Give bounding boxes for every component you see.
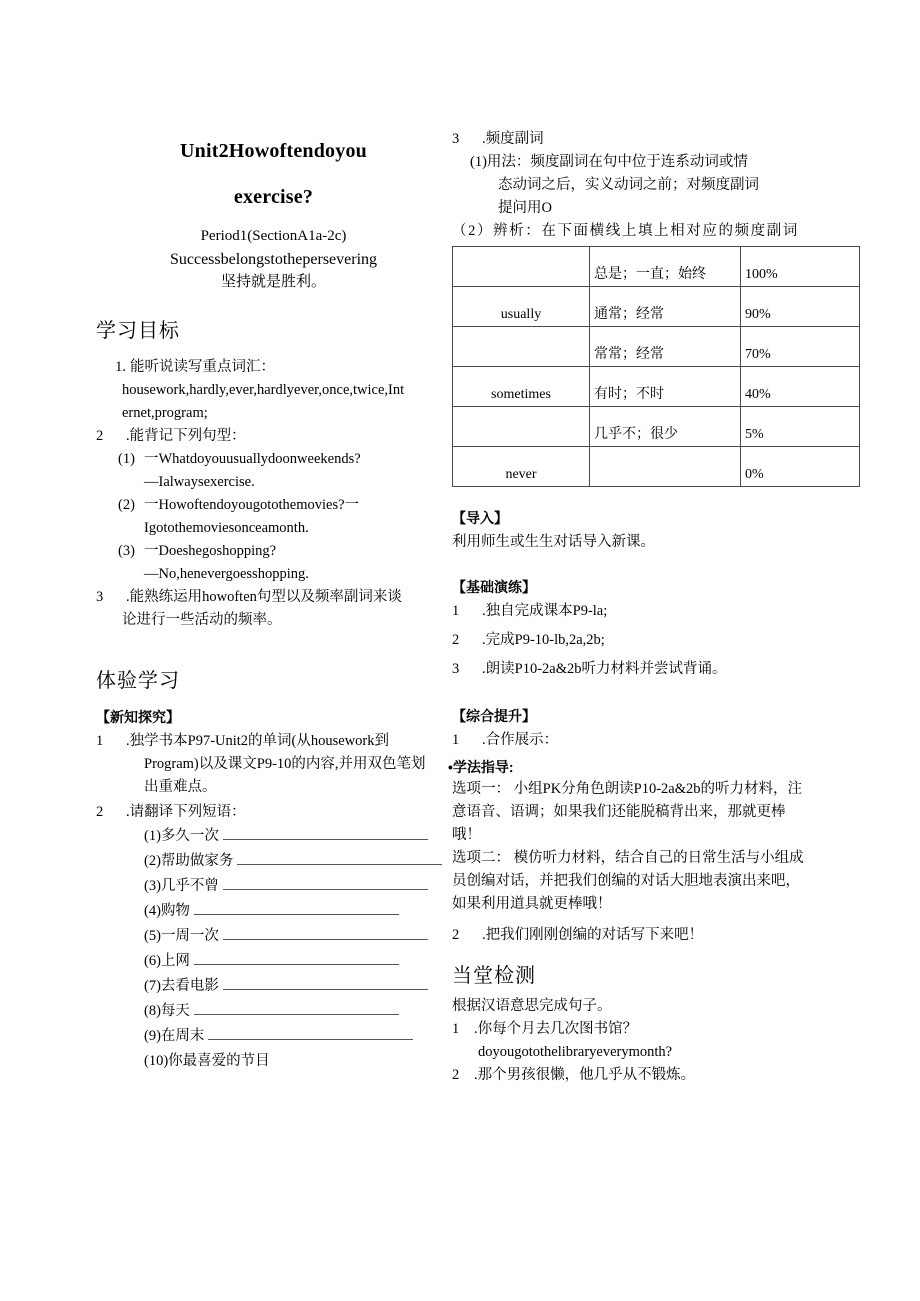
table-cell-percent-1: 100% — [741, 247, 860, 287]
test-2-text: .那个男孩很懒，他几乎从不锻炼。 — [474, 1067, 696, 1083]
objective-item-2 — [96, 425, 451, 448]
phrase-blank-9[interactable] — [208, 1027, 413, 1040]
table-cell-meaning-2: 通常；经常 — [590, 287, 741, 327]
table-cell-adverb-2[interactable]: usually — [453, 287, 590, 327]
lead-in-text: 利用师生或生生对话导入新课。 — [452, 534, 655, 550]
objective-item-3 — [96, 586, 451, 609]
option-1-line-2: 意语音、语调；如果我们还能脱稿背出来，那就更棒 — [452, 804, 786, 820]
phrase-label-2: (2)帮助做家务 — [144, 853, 234, 869]
phrase-blank-4[interactable] — [194, 902, 399, 915]
phrase-label-9: (9)在周末 — [144, 1028, 205, 1044]
frequency-adverb-table — [452, 246, 860, 487]
phrase-blank-2[interactable] — [237, 852, 442, 865]
phrase-label-3: (3)几乎不曾 — [144, 878, 219, 894]
table-row — [453, 367, 860, 407]
basic-item-3 — [452, 658, 844, 681]
table-cell-adverb-4[interactable]: sometimes — [453, 367, 590, 407]
objective-1-number: 1. — [115, 359, 126, 375]
phrase-blank-6[interactable] — [194, 952, 399, 965]
phrase-blank-3[interactable] — [223, 877, 428, 890]
objective-2-text: .能背记下列句型： — [126, 428, 246, 444]
phrase-label-5: (5)一周一次 — [144, 928, 219, 944]
explore-2-text: .请翻译下列短语： — [126, 804, 246, 820]
list-item — [96, 999, 451, 1024]
table-cell-meaning-5: 几乎不；很少 — [590, 407, 741, 447]
phrase-label-6: (6)上网 — [144, 953, 190, 969]
explore-1-line-3: 出重难点。 — [144, 779, 217, 795]
subsection-heading-improvement: 【综合提升】 — [452, 708, 536, 724]
explore-1-number: 1 — [96, 733, 104, 749]
list-item — [96, 874, 451, 899]
objective-3-line-1: .能熟练运用howoften句型以及频率副词来谈 — [126, 589, 402, 605]
subsection-heading-explore: 【新知探究】 — [96, 709, 180, 725]
list-item — [96, 1049, 451, 1074]
list-item — [96, 924, 451, 949]
phrase-label-8: (8)每天 — [144, 1003, 190, 1019]
phrase-blank-7[interactable] — [223, 977, 428, 990]
phrase-label-7: (7)去看电影 — [144, 978, 219, 994]
left-column — [96, 128, 451, 1074]
table-cell-adverb-6[interactable]: never — [453, 447, 590, 487]
document-title — [96, 128, 451, 220]
test-item-2 — [452, 1064, 844, 1087]
improvement-1-number: 1 — [452, 732, 460, 748]
adverb-section-title: .频度副词 — [482, 131, 544, 147]
table-cell-adverb-5[interactable] — [453, 407, 590, 447]
sentence-3-label: (3) — [118, 543, 135, 559]
table-cell-percent-2: 90% — [741, 287, 860, 327]
option-2-line-3: 如果利用道具就更棒哦！ — [452, 896, 612, 912]
phrase-blank-8[interactable] — [194, 1002, 399, 1015]
table-cell-percent-5: 5% — [741, 407, 860, 447]
list-item — [96, 949, 451, 974]
right-column — [448, 128, 844, 1087]
improvement-2-number: 2 — [452, 927, 460, 943]
sentence-pattern-2 — [96, 494, 451, 517]
adverb-usage-line-1: (1)用法：频度副词在句中位于连系动词或情 — [470, 154, 748, 170]
adverb-usage-line-3: 提问用O — [498, 200, 552, 216]
adverb-section-title-row — [452, 128, 844, 151]
test-1-text: .你每个月去几次图书馆？ — [474, 1021, 638, 1037]
table-row — [453, 327, 860, 367]
list-item — [96, 974, 451, 999]
adverb-analysis-instruction: （2）辨析：在下面横线上填上相对应的频度副词 — [452, 223, 799, 239]
basic-item-2 — [452, 629, 844, 652]
test-1-answer-line[interactable]: doyougotothelibraryeverymonth? — [478, 1044, 673, 1060]
objective-1-words-line-2: ernet,program; — [122, 405, 208, 421]
improvement-2-text: .把我们刚刚创编的对话写下来吧！ — [482, 927, 704, 943]
explore-1-line-1: .独学书本P97-Unit2的单词(从housework到 — [126, 733, 390, 749]
objective-2-number: 2 — [96, 428, 104, 444]
table-cell-meaning-1: 总是；一直；始终 — [590, 247, 741, 287]
table-cell-meaning-3: 常常；经常 — [590, 327, 741, 367]
phrase-blank-1[interactable] — [223, 827, 428, 840]
explore-2-number: 2 — [96, 804, 104, 820]
phrase-label-1: (1)多久一次 — [144, 828, 219, 844]
title-line-2: exercise? — [233, 186, 314, 208]
table-row — [453, 407, 860, 447]
objective-1-words-line-1: housework,hardly,ever,hardlyever,once,twice,Int — [122, 382, 405, 398]
phrase-blank-5[interactable] — [223, 927, 428, 940]
adverb-section-number: 3 — [452, 131, 460, 147]
subsection-heading-lead-in: 【导入】 — [452, 510, 508, 526]
objective-item-1 — [96, 356, 451, 379]
sentence-2-label: (2) — [118, 497, 135, 513]
table-cell-meaning-4: 有时；不时 — [590, 367, 741, 407]
explore-item-2 — [96, 801, 451, 824]
subsection-heading-method-guidance: •学法指导: — [448, 759, 514, 775]
sentence-1-line-2: —Ialwaysexercise. — [144, 474, 255, 490]
basic-2-text: .完成P9-10-lb,2a,2b; — [482, 632, 605, 648]
table-row — [453, 447, 860, 487]
test-1-number: 1 — [452, 1021, 460, 1037]
list-item — [96, 824, 451, 849]
option-1-line-3: 哦！ — [452, 827, 481, 843]
test-2-number: 2 — [452, 1067, 460, 1083]
objective-1-text: 能听说读写重点词汇： — [130, 359, 275, 375]
section-heading-class-test: 当堂检测 — [452, 965, 536, 987]
test-instruction: 根据汉语意思完成句子。 — [452, 998, 612, 1014]
table-row — [453, 247, 860, 287]
basic-1-text: .独自完成课本P9-la; — [482, 603, 608, 619]
improvement-1-text: .合作展示： — [482, 732, 559, 748]
sentence-3-line-2: —No,henevergoesshopping. — [144, 566, 309, 582]
option-1-line-1: 选项一： 小组PK分角色朗读P10-2a&2b的听力材料，注 — [452, 781, 803, 797]
motto-chinese: 坚持就是胜利。 — [220, 274, 326, 290]
table-cell-percent-3: 70% — [741, 327, 860, 367]
option-2-line-1: 选项二： 模仿听力材料，结合自己的日常生活与小组成 — [452, 850, 804, 866]
table-cell-percent-6: 0% — [741, 447, 860, 487]
option-2-line-2: 员创编对话，并把我们创编的对话大胆地表演出来吧， — [452, 873, 800, 889]
sentence-2-line-1: 一Howoftendoyougotothemovies?一 — [144, 497, 360, 513]
sentence-pattern-1 — [96, 448, 451, 471]
explore-item-1 — [96, 730, 451, 753]
section-heading-objectives: 学习目标 — [96, 320, 180, 342]
table-cell-adverb-3[interactable] — [453, 327, 590, 367]
period-label: Period1(SectionA1a-2c) — [200, 228, 347, 244]
table-cell-percent-4: 40% — [741, 367, 860, 407]
subsection-heading-basic-practice: 【基础演练】 — [452, 579, 536, 595]
title-line-1: Unit2Howoftendoyou — [180, 140, 367, 162]
basic-3-number: 3 — [452, 661, 460, 677]
adverb-usage-line-2: 态动词之后，实义动词之前；对频度副词 — [498, 177, 759, 193]
test-item-1 — [452, 1018, 844, 1041]
basic-2-number: 2 — [452, 632, 460, 648]
sentence-1-line-1: 一Whatdoyouusuallydoonweekends? — [144, 451, 361, 467]
table-cell-meaning-6 — [590, 447, 741, 487]
table-row — [453, 287, 860, 327]
list-item — [96, 849, 451, 874]
phrase-label-4: (4)购物 — [144, 903, 190, 919]
explore-1-line-2: Program)以及课文P9-10的内容,并用双色笔划 — [144, 756, 426, 772]
section-heading-experience: 体验学习 — [96, 670, 180, 692]
list-item — [96, 1024, 451, 1049]
basic-1-number: 1 — [452, 603, 460, 619]
objective-3-line-2: 论进行一些活动的频率。 — [122, 612, 282, 628]
sentence-2-line-2: Igotothemoviesonceamonth. — [144, 520, 309, 536]
improvement-item-1 — [452, 729, 844, 752]
table-cell-adverb-1[interactable] — [453, 247, 590, 287]
translation-phrase-list — [96, 824, 451, 1074]
sentence-3-line-1: 一Doeshegoshopping? — [144, 543, 277, 559]
phrase-label-10: (10)你最喜爱的节目 — [144, 1053, 270, 1069]
sentence-1-label: (1) — [118, 451, 135, 467]
objective-3-number: 3 — [96, 589, 104, 605]
basic-item-1 — [452, 600, 844, 623]
motto-english: Successbelongstothepersevering — [169, 251, 378, 268]
list-item — [96, 899, 451, 924]
sentence-pattern-3 — [96, 540, 451, 563]
basic-3-text: .朗读P10-2a&2b听力材料并尝试背诵。 — [482, 661, 727, 677]
improvement-item-2 — [452, 924, 844, 947]
